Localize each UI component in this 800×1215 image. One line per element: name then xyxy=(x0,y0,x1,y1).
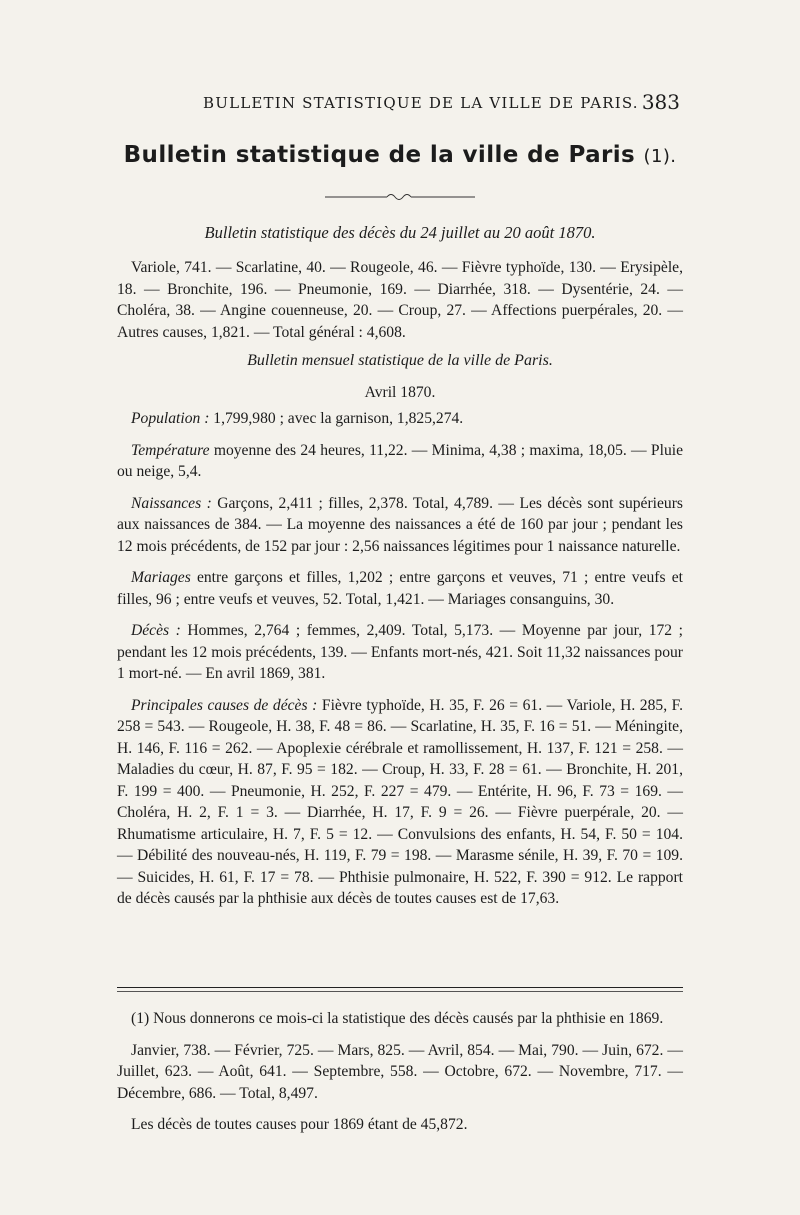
text-temperature: moyenne des 24 heures, 11,22. — Minima, 4,38 ; maxima, 18,05. — Pluie ou neige, 5,4. xyxy=(117,441,683,480)
footnote-reference: (1). xyxy=(643,146,677,167)
footnote-months: Janvier, 738. — Février, 725. — Mars, 825. — Avril, 854. — Mai, 790. — Juin, 672. — Juillet, 623. — Août, 641. — Septembre, 558. — Octobre, 672. — Novembre, 717. — Décembre, 686. — Total, 8,497. xyxy=(117,1041,683,1102)
footnote xyxy=(117,1008,683,1136)
page-number: 383 xyxy=(641,90,680,114)
paragraph-deces xyxy=(117,620,683,685)
label-deces: Décès : xyxy=(131,622,181,639)
running-head-title: BULLETIN STATISTIQUE DE LA VILLE DE PARIS. xyxy=(203,94,639,112)
text-causes: Fièvre typhoïde, H. 35, F. 26 = 61. — Variole, H. 285, F. 258 = 543. — Rougeole, H. 38, F. 48 = 86. — Scarlatine, H. 35, F. 16 = 51. — Méningite, H. 146, F. 116 = 262. — Apoplexie cérébrale et ramollissement, H. 137, F. 121 = 258. — Maladies du cœur, H. 87, F. 95 = 182. — Croup, H. 33, F. 28 = 61. — Bronchite, H. 201, F. 199 = 400. — Pneumonie, H. 252, F. 227 = 479. — Entérite, H. 96, F. 73 = 169. — Choléra, H. 2, F. 1 = 3. — Diarrhée, H. 17, F. 9 = 26. — Fièvre puerpérale, 20. — Rhumatisme articulaire, H. 7, F. 5 = 12. — Convulsions des enfants, H. 54, F. 50 = 104. — Débilité des nouveau-nés, H. 119, F. 79 = 198. — Marasme sénile, H. 39, F. 70 = 109. — Suicides, H. 61, F. 17 = 78. — Phthisie pulmonaire, H. 522, F. 390 = 912. Le rapport de décès causés par la phthisie aux décès de toutes causes est de 17,63. xyxy=(117,696,683,907)
text-population: 1,799,980 ; avec la garnison, 1,825,274. xyxy=(209,410,464,427)
paragraph-naissances xyxy=(117,493,683,558)
label-temperature: Température xyxy=(131,441,210,459)
page-title xyxy=(0,142,800,168)
label-mariages: Mariages xyxy=(131,569,191,586)
label-naissances: Naissances : xyxy=(131,494,212,512)
text-naissances: Garçons, 2,411 ; filles, 2,378. Total, 4,789. — Les décès sont supérieurs aux naissances de 384. — La moyenne des naissances a été de 160 par jour ; pendant les 12 mois précédents, de 152 par jour : 2,56 naissances légitimes pour 1 naissance naturelle. xyxy=(117,494,683,555)
section1-block xyxy=(117,257,683,343)
section2-month: Avril 1870. xyxy=(364,384,436,401)
section2-subtitle: Bulletin mensuel statistique de la ville de Paris. xyxy=(247,352,553,369)
text-deces: Hommes, 2,764 ; femmes, 2,409. Total, 5,173. — Moyenne par jour, 172 ; pendant les 12 mois précédents, 139. — Enfants mort-nés, 421. Soit 11,32 naissances pour 1 mort-né. — En avril 1869, 381. xyxy=(117,622,684,682)
section1-text: Variole, 741. — Scarlatine, 40. — Rougeole, 46. — Fièvre typhoïde, 130. — Erysipèle, 18. — Bronchite, 196. — Pneumonie, 169. — Diarrhée, 318. — Dysentérie, 24. — Choléra, 38. — Angine couenneuse, 20. — Croup, 27. — Affections puerpérales, 20. — Autres causes, 1,821. — Total général : 4,608. xyxy=(117,259,683,341)
text-mariages: entre garçons et filles, 1,202 ; entre garçons et veuves, 71 ; entre veufs et filles, 96 ; entre veufs et veuves, 52. Total, 1,421. — Mariages consanguins, 30. xyxy=(117,569,683,608)
footnote-total: Les décès de toutes causes pour 1869 étant de 45,872. xyxy=(131,1116,468,1133)
paragraph-population xyxy=(117,408,683,430)
ornament-divider-icon xyxy=(325,190,475,204)
page-title-text: Bulletin statistique de la ville de Paris xyxy=(123,142,636,168)
section2-block xyxy=(117,408,683,910)
paragraph-causes xyxy=(117,695,683,910)
footnote-intro: (1) Nous donnerons ce mois-ci la statistique des décès causés par la phthisie en 1869. xyxy=(131,1010,664,1027)
label-population: Population : xyxy=(131,410,210,427)
footnote-rule xyxy=(117,987,683,988)
paragraph-temperature xyxy=(117,440,683,483)
paragraph-mariages xyxy=(117,567,683,610)
label-causes: Principales causes de décès : xyxy=(131,696,318,714)
footnote-rule-thin xyxy=(117,991,683,992)
section1-subtitle: Bulletin statistique des décès du 24 juillet au 20 août 1870. xyxy=(204,223,596,242)
